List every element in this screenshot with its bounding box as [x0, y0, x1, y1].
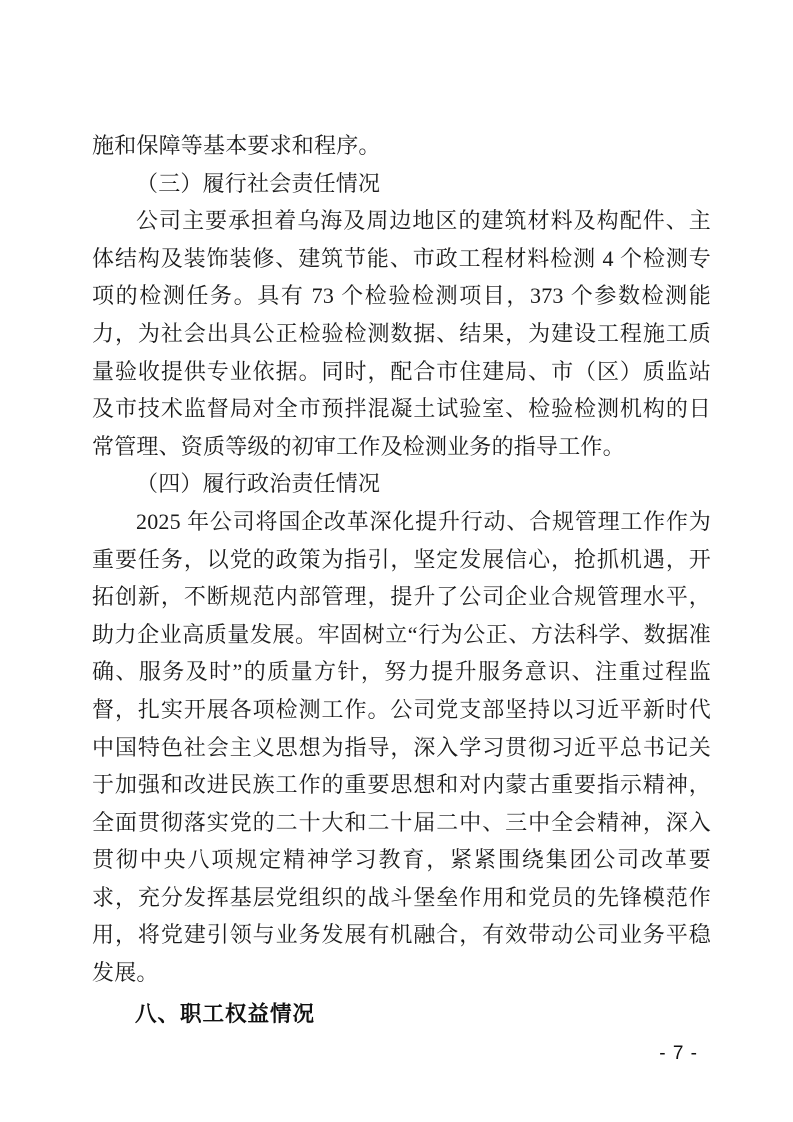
page-number: - 7 - — [659, 1043, 698, 1064]
subsection-heading-political-responsibility: （四）履行政治责任情况 — [136, 471, 381, 497]
subsection-heading-social-responsibility: （三）履行社会责任情况 — [136, 170, 381, 196]
paragraph-political-responsibility: 2025 年公司将国企改革深化提升行动、合规管理工作作为重要任务，以党的政策为指引，坚定发展信心，抢抓机遇，开拓创新，不断规范内部管理，提升了公司企业合规管理水平，助力企业高质量发展。牢固树立“行为公正、方法科学、数据准确、服务及时”的质量方针，努力提升服务意识、注重过程监督，扎实开展各项检测工作。公司党支部坚持以习近平新时代中国特色社会主义思想为指导，深入学习贯彻习近平总书记关于加强和改进民族工作的重要思想和对内蒙古重要指示精神，全面贯彻落实党的二十大和二十届二中、三中全会精神，深入贯彻中央八项规定精神学习教育，紧紧围绕集团公司改革要求，充分发挥基层党组织的战斗堡垒作用和党员的先锋模范作用，将党建引领与业务发展有机融合，有效带动公司业务平稳发展。 — [92, 508, 711, 986]
paragraph-social-responsibility: 公司主要承担着乌海及周边地区的建筑材料及构配件、主体结构及装饰装修、建筑节能、市政工程材料检测 4 个检测专项的检测任务。具有 73 个检验检测项目，373 个参数检测能力，为社会出具公正检验检测数据、结果，为建设工程施工质量验收提供专业依据。同时，配合市住建局、市（区）质监站及市技术监督局对全市预拌混凝土试验室、检验检测机构的日常管理、资质等级的初审工作及检测业务的指导工作。 — [92, 208, 711, 459]
paragraph-continuation: 施和保障等基本要求和程序。 — [92, 133, 381, 158]
document-body — [92, 127, 711, 1033]
section-heading-employee-rights: 八、职工权益情况 — [135, 1001, 316, 1026]
